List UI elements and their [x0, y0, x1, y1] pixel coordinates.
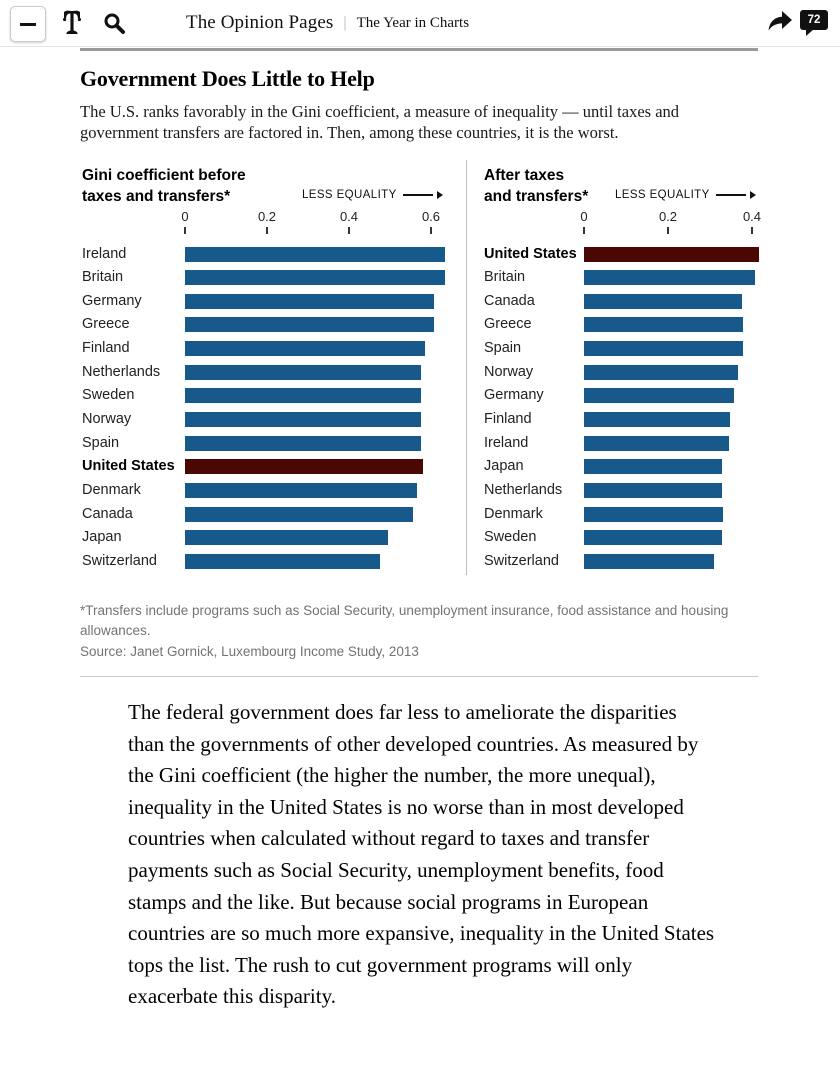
axis-tick-mark [266, 227, 268, 234]
axis-tick-label: 0.4 [742, 209, 762, 224]
hamburger-menu-button[interactable] [10, 6, 46, 42]
bar-switzerland [584, 554, 714, 569]
axis-tick-label: 0.4 [339, 209, 359, 224]
left-panel-title: Gini coefficient before taxes and transfers* [82, 167, 246, 205]
nyt-logo-icon[interactable] [60, 9, 84, 37]
panel-divider [466, 160, 467, 575]
embed-scrollbar[interactable] [80, 48, 758, 51]
country-label: Switzerland [82, 553, 157, 570]
chart-footnote: *Transfers include programs such as Social Security, unemployment insurance, food assistance and housing allowances. [80, 603, 729, 638]
bar-spain [584, 341, 743, 356]
axis-tick-mark [184, 227, 186, 234]
country-label: Germany [82, 292, 142, 309]
bar-greece [185, 317, 434, 332]
country-label: Spain [82, 434, 120, 451]
article-paragraph: The federal government does far less to ameliorate the disparities than the governments of other developed countries. As measured by the Gini coefficient (the higher the number, the more unequal), inequality in the United States is no worse than in most developed countries when calculated without regard to taxes and transfer payments such as Social Security, unemployment benefits, food stamps and the like. But because social programs in European countries are so much more expansive, inequality in the United States tops the list. The rush to cut government programs will only exacerbate this disparity. [128, 700, 715, 1009]
axis-tick-mark [348, 227, 350, 234]
country-label: Sweden [484, 529, 537, 546]
country-label: Ireland [484, 434, 529, 451]
bar-britain [584, 270, 755, 285]
bar-germany [185, 294, 434, 309]
bar-united-states [185, 459, 423, 474]
bar-canada [584, 294, 742, 309]
comments-bubble-icon [806, 29, 814, 36]
country-label: Denmark [484, 505, 543, 522]
bar-denmark [185, 483, 417, 498]
share-icon[interactable] [766, 9, 794, 33]
opinion-pages-link[interactable]: The Opinion Pages [186, 12, 334, 33]
comments-count: 72 [807, 14, 821, 26]
bar-greece [584, 317, 743, 332]
top-navigation-bar [0, 0, 840, 46]
country-label: Sweden [82, 387, 135, 404]
country-label: Britain [82, 269, 124, 286]
comments-count-badge[interactable] [800, 10, 828, 30]
chart-source: Source: Janet Gornick, Luxembourg Income Study, 2013 [80, 644, 419, 659]
less-equality-axis-label: LESS EQUALITY [615, 189, 756, 201]
bar-netherlands [584, 483, 722, 498]
bar-sweden [584, 530, 722, 545]
country-label: Norway [484, 363, 534, 380]
bar-netherlands [185, 365, 421, 380]
bar-denmark [584, 507, 723, 522]
bar-japan [185, 530, 388, 545]
bar-spain [185, 436, 421, 451]
country-label: Finland [82, 340, 130, 357]
country-label: Japan [484, 458, 524, 475]
country-label: Denmark [82, 482, 141, 499]
axis-tick-label: 0.2 [257, 209, 277, 224]
bar-japan [584, 459, 722, 474]
axis-tick-label: 0.2 [658, 209, 678, 224]
country-label: United States [484, 245, 577, 262]
bar-finland [584, 412, 730, 427]
bar-ireland [584, 436, 729, 451]
axis-tick-mark [583, 227, 585, 234]
bar-ireland [185, 247, 445, 262]
country-label: Canada [484, 292, 535, 309]
bar-sweden [185, 388, 421, 403]
arrow-right-icon [716, 194, 746, 196]
axis-tick-mark [430, 227, 432, 234]
bar-united-states [584, 247, 759, 262]
country-label: Greece [82, 316, 130, 333]
country-label: Britain [484, 269, 526, 286]
breadcrumb [186, 0, 469, 46]
country-label: Finland [484, 411, 532, 428]
country-label: Netherlands [484, 482, 563, 499]
breadcrumb-separator: | [343, 14, 347, 31]
bar-finland [185, 341, 425, 356]
country-label: Norway [82, 411, 132, 428]
axis-tick-label: 0 [181, 209, 189, 224]
search-icon[interactable] [102, 11, 126, 35]
bar-canada [185, 507, 413, 522]
right-panel-title: After taxes and transfers* [484, 167, 589, 205]
bar-germany [584, 388, 734, 403]
country-label: Greece [484, 316, 532, 333]
country-label: Spain [484, 340, 522, 357]
country-label: Canada [82, 505, 133, 522]
country-label: Germany [484, 387, 544, 404]
country-label: Japan [82, 529, 122, 546]
country-label: Switzerland [484, 553, 559, 570]
less-equality-axis-label: LESS EQUALITY [302, 189, 443, 201]
axis-tick-mark [667, 227, 669, 234]
chart-title: Government Does Little to Help [80, 66, 375, 91]
bar-switzerland [185, 554, 380, 569]
country-label: United States [82, 458, 175, 475]
axis-tick-mark [751, 227, 753, 234]
bar-norway [584, 365, 738, 380]
chart-subtitle: The U.S. ranks favorably in the Gini coefficient, a measure of inequality — until taxes and government transfers are factored in. Then, among these countries, it is the worst. [80, 102, 680, 142]
country-label: Netherlands [82, 363, 161, 380]
bar-norway [185, 412, 421, 427]
axis-tick-label: 0.6 [421, 209, 441, 224]
country-label: Ireland [82, 245, 127, 262]
page-title: The Year in Charts [356, 14, 470, 31]
section-divider [80, 676, 758, 677]
header-divider [0, 46, 840, 47]
bar-britain [185, 270, 445, 285]
axis-tick-label: 0 [580, 209, 588, 224]
arrow-right-icon [403, 194, 433, 196]
